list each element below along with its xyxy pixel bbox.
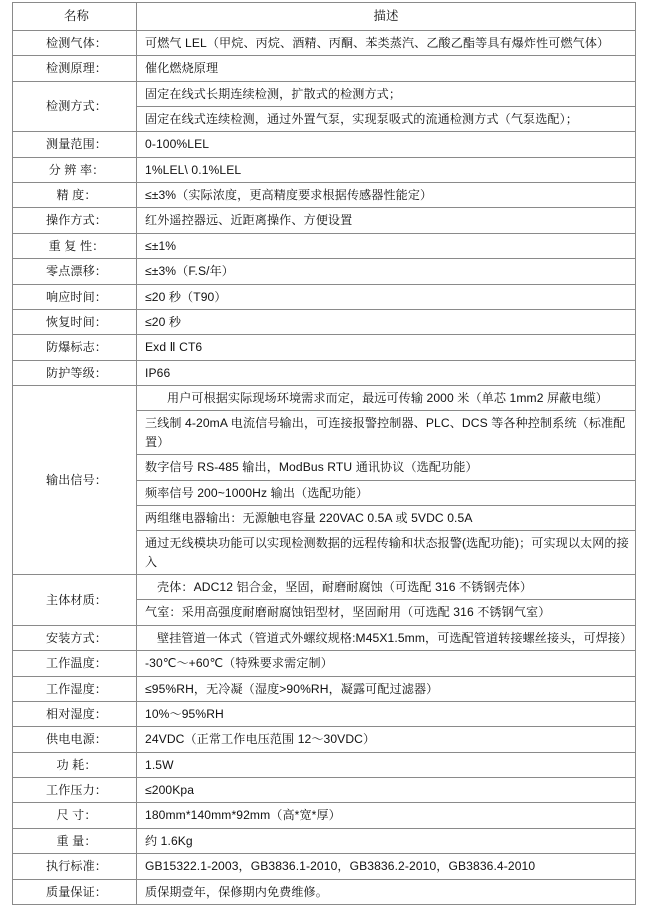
table-row	[13, 752, 636, 777]
spec-label-cell: 工作压力：	[13, 778, 137, 803]
spec-label-cell: 防爆标志：	[13, 335, 137, 360]
spec-label-cell: 响应时间：	[13, 284, 137, 309]
spec-label-cell: 供电电源：	[13, 727, 137, 752]
spec-label-cell: 零点漂移：	[13, 259, 137, 284]
spec-value-cell: 1%LEL\ 0.1%LEL	[137, 157, 636, 182]
spec-value-cell: ≤200Kpa	[137, 778, 636, 803]
table-row	[13, 309, 636, 334]
spec-value-cell: 0-100%LEL	[137, 132, 636, 157]
spec-value-cell: IP66	[137, 360, 636, 385]
table-row	[13, 803, 636, 828]
spec-value-cell: 24VDC（正常工作电压范围 12～30VDC）	[137, 727, 636, 752]
spec-value-cell: 三线制 4-20mA 电流信号输出，可连接报警控制器、PLC、DCS 等各种控制系统（标准配置）	[137, 411, 636, 455]
spec-value-cell: 气室：采用高强度耐磨耐腐蚀铝型材，坚固耐用（可选配 316 不锈钢气室）	[137, 600, 636, 625]
table-row	[13, 132, 636, 157]
spec-value-cell: 约 1.6Kg	[137, 828, 636, 853]
table-row	[13, 651, 636, 676]
spec-label-cell: 主体材质：	[13, 575, 137, 626]
table-row	[13, 259, 636, 284]
spec-label-cell: 检测原理：	[13, 56, 137, 81]
spec-value-cell: 数字信号 RS-485 输出，ModBus RTU 通讯协议（选配功能）	[137, 455, 636, 480]
spec-value-cell: 催化燃烧原理	[137, 56, 636, 81]
spec-value-cell: 可燃气 LEL（甲烷、丙烷、酒精、丙酮、苯类蒸汽、乙酸乙酯等具有爆炸性可燃气体）	[137, 30, 636, 55]
spec-value-cell: -30℃～+60℃（特殊要求需定制）	[137, 651, 636, 676]
spec-value-cell: 180mm*140mm*92mm（高*宽*厚）	[137, 803, 636, 828]
spec-label-cell: 测量范围：	[13, 132, 137, 157]
table-row	[13, 208, 636, 233]
spec-label-cell: 检测方式：	[13, 81, 137, 132]
spec-label-cell: 相对湿度：	[13, 701, 137, 726]
spec-value-cell: ≤±3%（F.S/年）	[137, 259, 636, 284]
table-row	[13, 56, 636, 81]
table-row	[13, 284, 636, 309]
spec-value-cell: 壁挂管道一体式（管道式外螺纹规格:M45X1.5mm，可选配管道转接螺丝接头，可焊接）	[137, 625, 636, 650]
spec-value-cell: 1.5W	[137, 752, 636, 777]
spec-value-cell: 10%～95%RH	[137, 701, 636, 726]
spec-label-cell: 执行标准：	[13, 854, 137, 879]
spec-value-cell: 红外遥控器远、近距离操作、方便设置	[137, 208, 636, 233]
table-row	[13, 233, 636, 258]
table-header-row	[13, 3, 636, 31]
spec-value-cell: ≤20 秒	[137, 309, 636, 334]
table-row	[13, 676, 636, 701]
table-row	[13, 575, 636, 600]
spec-value-cell: 两组继电器输出：无源触电容量 220VAC 0.5A 或 5VDC 0.5A	[137, 505, 636, 530]
spec-label-cell: 分 辨 率：	[13, 157, 137, 182]
table-row	[13, 625, 636, 650]
spec-value-cell: 壳体：ADC12 铝合金，坚固，耐磨耐腐蚀（可选配 316 不锈钢壳体）	[137, 575, 636, 600]
spec-label-cell: 质量保证：	[13, 879, 137, 904]
table-row	[13, 30, 636, 55]
spec-value-cell: ≤±1%	[137, 233, 636, 258]
spec-value-cell: Exd Ⅱ CT6	[137, 335, 636, 360]
spec-label-cell: 重 量：	[13, 828, 137, 853]
spec-value-cell: ≤95%RH，无冷凝（湿度>90%RH，凝露可配过滤器）	[137, 676, 636, 701]
table-row	[13, 157, 636, 182]
spec-value-cell: 通过无线模块功能可以实现检测数据的远程传输和状态报警(选配功能)；可实现以太网的接入	[137, 531, 636, 575]
header-cell-name: 名称	[13, 3, 137, 31]
table-row	[13, 701, 636, 726]
spec-label-cell: 恢复时间：	[13, 309, 137, 334]
spec-value-cell: 固定在线式连续检测，通过外置气泵，实现泵吸式的流通检测方式（气泵选配）；	[137, 106, 636, 131]
spec-value-cell: 固定在线式长期连续检测，扩散式的检测方式；	[137, 81, 636, 106]
spec-value-cell: 用户可根据实际现场环境需求而定，最远可传输 2000 米（单芯 1mm2 屏蔽电缆）	[137, 386, 636, 411]
table-row	[13, 335, 636, 360]
spec-label-cell: 操作方式：	[13, 208, 137, 233]
spec-value-cell: ≤20 秒（T90）	[137, 284, 636, 309]
spec-label-cell: 尺 寸：	[13, 803, 137, 828]
table-row	[13, 854, 636, 879]
spec-value-cell: GB15322.1-2003，GB3836.1-2010，GB3836.2-2010，GB3836.4-2010	[137, 854, 636, 879]
spec-label-cell: 输出信号：	[13, 386, 137, 575]
header-cell-description: 描述	[137, 3, 636, 31]
spec-value-cell: 频率信号 200~1000Hz 输出（选配功能）	[137, 480, 636, 505]
table-row	[13, 879, 636, 904]
table-row	[13, 81, 636, 106]
spec-value-cell: 质保期壹年，保修期内免费维修。	[137, 879, 636, 904]
table-row	[13, 360, 636, 385]
spec-value-cell: ≤±3%（实际浓度，更高精度要求根据传感器性能定）	[137, 183, 636, 208]
specification-table-body	[13, 3, 636, 905]
specification-table	[12, 2, 636, 905]
spec-label-cell: 检测气体：	[13, 30, 137, 55]
spec-label-cell: 防护等级：	[13, 360, 137, 385]
spec-label-cell: 安装方式：	[13, 625, 137, 650]
table-row	[13, 386, 636, 411]
table-row	[13, 183, 636, 208]
spec-label-cell: 重 复 性：	[13, 233, 137, 258]
table-row	[13, 727, 636, 752]
table-row	[13, 828, 636, 853]
spec-label-cell: 精 度：	[13, 183, 137, 208]
table-row	[13, 778, 636, 803]
spec-label-cell: 功 耗：	[13, 752, 137, 777]
spec-label-cell: 工作湿度：	[13, 676, 137, 701]
spec-label-cell: 工作温度：	[13, 651, 137, 676]
